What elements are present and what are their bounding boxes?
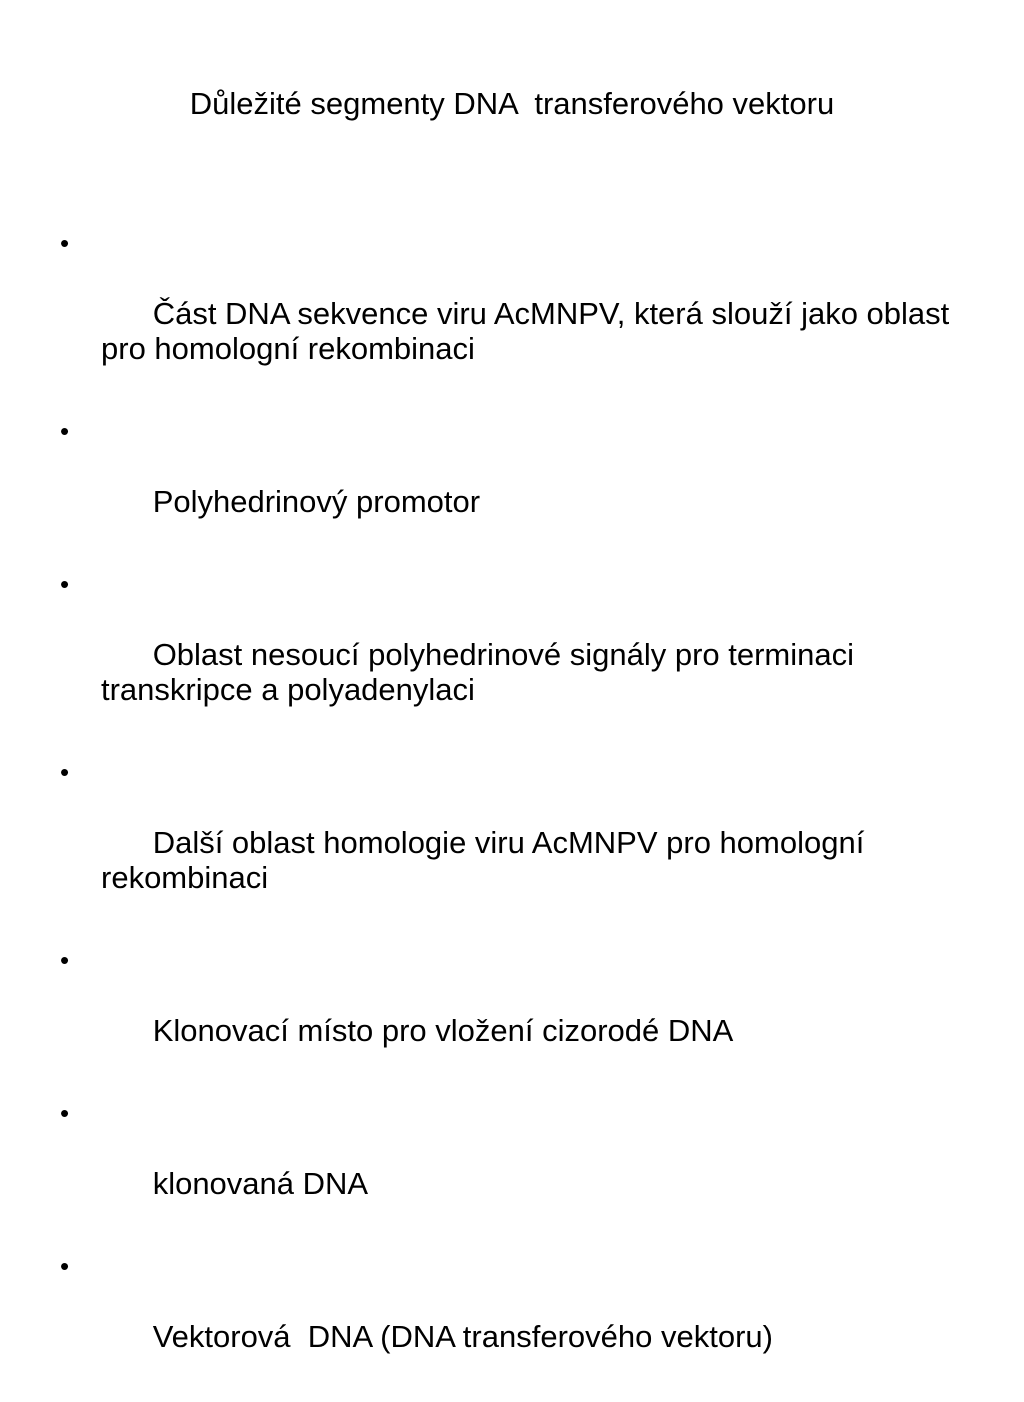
bullet-item-homology-region	[60, 226, 980, 401]
bullet-item-cloned-dna	[60, 1096, 980, 1236]
bullet-item-polyhedrin-promoter	[60, 414, 980, 554]
bullet-list	[60, 226, 980, 1402]
bullet-item-cloning-site	[60, 943, 980, 1083]
bullet-text: Oblast nesoucí polyhedrinové signály pro terminaci transkripce a polyadenylaci	[101, 637, 863, 707]
bullet-icon: •	[60, 945, 70, 975]
bullet-text: klonovaná DNA	[152, 1166, 369, 1201]
bullet-icon: •	[60, 1098, 70, 1128]
bullet-icon: •	[60, 1251, 70, 1281]
bullet-item-termination-signals	[60, 567, 980, 742]
bullet-item-vector-dna	[60, 1249, 980, 1389]
bullet-item-second-homology-region	[60, 755, 980, 930]
bullet-icon: •	[60, 569, 70, 599]
bullet-text: Část DNA sekvence viru AcMNPV, která slouží jako oblast pro homologní rekombinaci	[101, 296, 958, 366]
bullet-icon: •	[60, 757, 70, 787]
slide-title: Důležité segmenty DNA transferového vektoru	[189, 86, 835, 121]
bullet-text: Polyhedrinový promotor	[152, 484, 481, 519]
bullet-text: Další oblast homologie viru AcMNPV pro homologní rekombinaci	[101, 825, 873, 895]
bullet-text: Klonovací místo pro vložení cizorodé DNA	[152, 1013, 734, 1048]
bullet-icon: •	[60, 228, 70, 258]
bullet-text: Vektorová DNA (DNA transferového vektoru)	[152, 1319, 773, 1354]
bullet-icon: •	[60, 416, 70, 446]
